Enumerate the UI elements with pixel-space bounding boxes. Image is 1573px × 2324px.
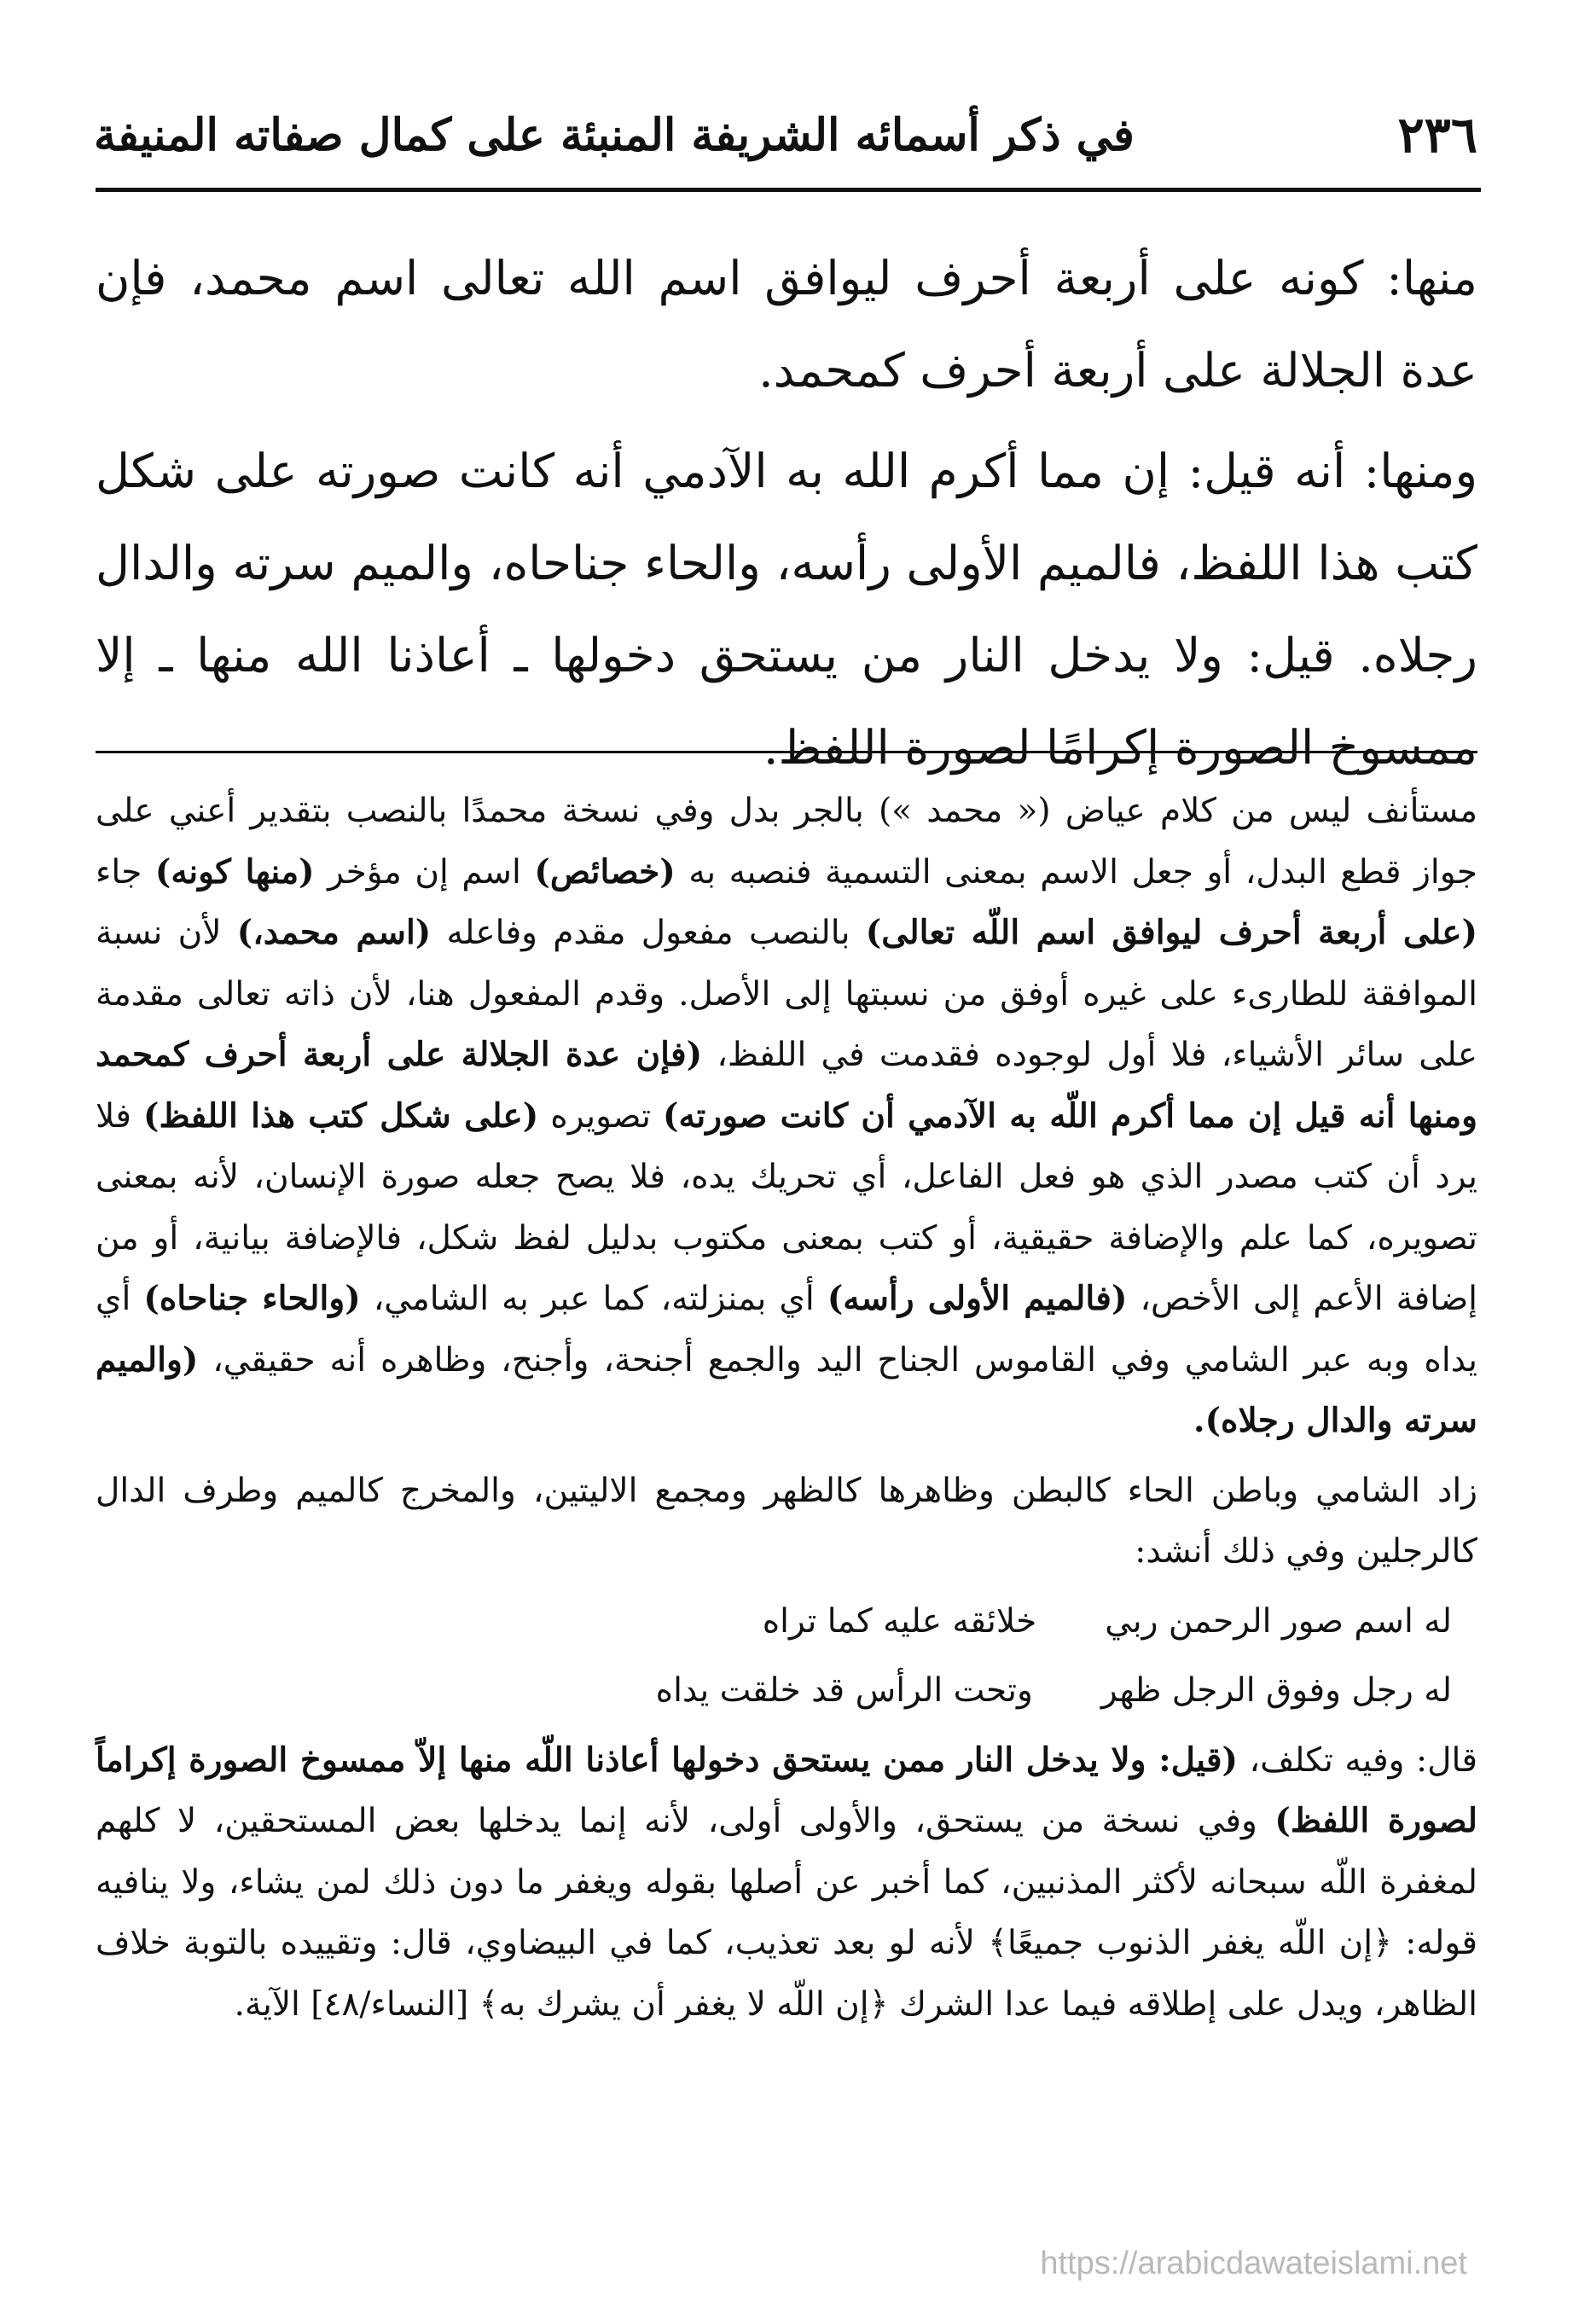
verse-hemistich: خلائقه عليه كما تراه (762, 1601, 1037, 1641)
commentary-text-span: قال: وفيه تكلف، (1249, 1740, 1478, 1780)
source-watermark: https://arabicdawateislami.net (1040, 2246, 1467, 2281)
commentary-quote: (والميم سرته والدال رجلاه). (96, 1339, 1477, 1440)
commentary-quote: (على أربعة أحرف ليوافق اسم اللّه تعالى) (865, 913, 1477, 952)
commentary-text-span: فلا يرد أن كتب مصدر الذي هو فعل الفاعل، أي تحريك يده، فلا يصح جعله صورة الإنسان، لأنه بمعنى تصويره، كما علم والإضافة حقيقية، أو كتب بمعنى مكتوب بدليل لفظ شكل، فالإضافة بيانية، أو من إضافة الأعم إلى الأخص، (96, 1096, 1478, 1318)
commentary-paragraph (96, 1730, 1477, 2036)
commentary-text-span: وفي نسخة من يستحق، والأولى أولى، لأنه إنما يدخلها بعض المستحقين، لا كلهم لمغفرة اللّه سبحانه لأكثر المذنبين، كما أخبر عن أصلها بقوله ويغفر ما دون ذلك لمن يشاء، ولا ينافيه قوله: ﴿إن اللّه يغفر الذنوب جميعًا﴾ لأنه لو بعد تعذيب، كما في البيضاوي، قال: وتقييده بالتوبة خلاف الظاهر، ويدل على إطلاقه فيما عدا الشرك ﴿إن اللّه لا يغفر أن يشرك به﴾ [النساء/٤٨] الآية. (96, 1802, 1477, 2024)
commentary-text-span: اسم إن مؤخر (328, 852, 521, 892)
commentary-paragraph: زاد الشامي وباطن الحاء كالبطن وظاهرها كالظهر ومجمع الاليتين، والمخرج كالميم وطرف الدال كالرجلين وفي ذلك أنشد: (96, 1471, 1477, 1571)
commentary-text-span: أي بمنزلته، كما عبر به الشامي، (373, 1280, 815, 1318)
main-text (96, 232, 1477, 802)
poem-verse (96, 1591, 1477, 1653)
commentary-quote: (اسم محمد،) (236, 913, 432, 952)
commentary-quote: (والحاء جناحاه) (143, 1279, 361, 1318)
commentary-quote: (خصائص) (534, 851, 676, 892)
commentary-quote: (قيل: ولا يدخل النار ممن يستحق دخولها أعاذنا اللّه منها إلاّ ممسوخ الصورة إكراماً لصورة اللفظ) (96, 1740, 1477, 1840)
commentary-quote: (منها كونه) (154, 851, 315, 892)
commentary-quote: (فالميم الأولى رأسه) (827, 1279, 1128, 1318)
page-number: ٢٣٦ (1397, 106, 1477, 164)
verse-hemistich: وتحت الرأس قد خلقت يداه (655, 1671, 1033, 1710)
commentary-paragraph (96, 781, 1477, 1452)
commentary-quote: (فإن عدة الجلالة على أربعة أحرف كمحمد ومنها أنه قيل إن مما أكرم اللّه به الآدمي أن كانت صورته) (96, 1035, 1478, 1136)
commentary-text-span: بالنصب مفعول مقدم وفاعله (446, 914, 850, 952)
commentary-quote: (على شكل كتب هذا اللفظ) (143, 1095, 539, 1136)
commentary-text-span: تصويره (550, 1096, 651, 1136)
commentary-text-span: لأن نسبة الموافقة للطارىء على غيره أوفق من نسبتها إلى الأصل. وقدم المفعول هنا، لأن ذاته تعالى مقدمة على سائر الأشياء، فلا أول لوجوده فقدمت في اللفظ، (96, 914, 1477, 1074)
header-rule (96, 188, 1481, 192)
running-title: في ذكر أسمائه الشريفة المنبئة على كمال صفاته المنيفة (94, 108, 1135, 161)
main-paragraph: منها: كونه على أربعة أحرف ليوافق اسم الله تعالى اسم محمد، فإن عدة الجلالة على أربعة أحرف كمحمد. (96, 251, 1477, 398)
section-divider (96, 751, 1477, 753)
commentary-text-span: جاء (96, 852, 142, 892)
commentary-text-span: أي يداه وبه عبر الشامي وفي القاموس الجناح اليد والجمع أجنحة، وأجنح، وظاهره أنه حقيقي، (96, 1280, 1478, 1380)
verse-hemistich: له رجل وفوق الرجل ظهر (1100, 1671, 1452, 1710)
commentary-text (96, 781, 1477, 2043)
main-paragraph: ومنها: أنه قيل: إن مما أكرم الله به الآدمي أنه كانت صورته على شكل كتب هذا اللفظ، فالميم الأولى رأسه، والحاء جناحاه، والميم سرته والدال رجلاه. قيل: ولا يدخل النار من يستحق دخولها ـ أعاذنا الله منها ـ إلا ممسوخ الصورة إكرامًا لصورة اللفظ. (96, 444, 1477, 775)
page-header (94, 101, 1477, 169)
commentary-text-span: مستأنف ليس من كلام عياض (« محمد ») بالجر بدل وفي نسخة محمدًا بالنصب بتقدير أعني على جواز قطع البدل، أو جعل الاسم بمعنى التسمية فنصبه به (96, 792, 1477, 892)
poem-verse (96, 1660, 1477, 1722)
verse-hemistich: له اسم صور الرحمن ربي (1105, 1601, 1452, 1641)
